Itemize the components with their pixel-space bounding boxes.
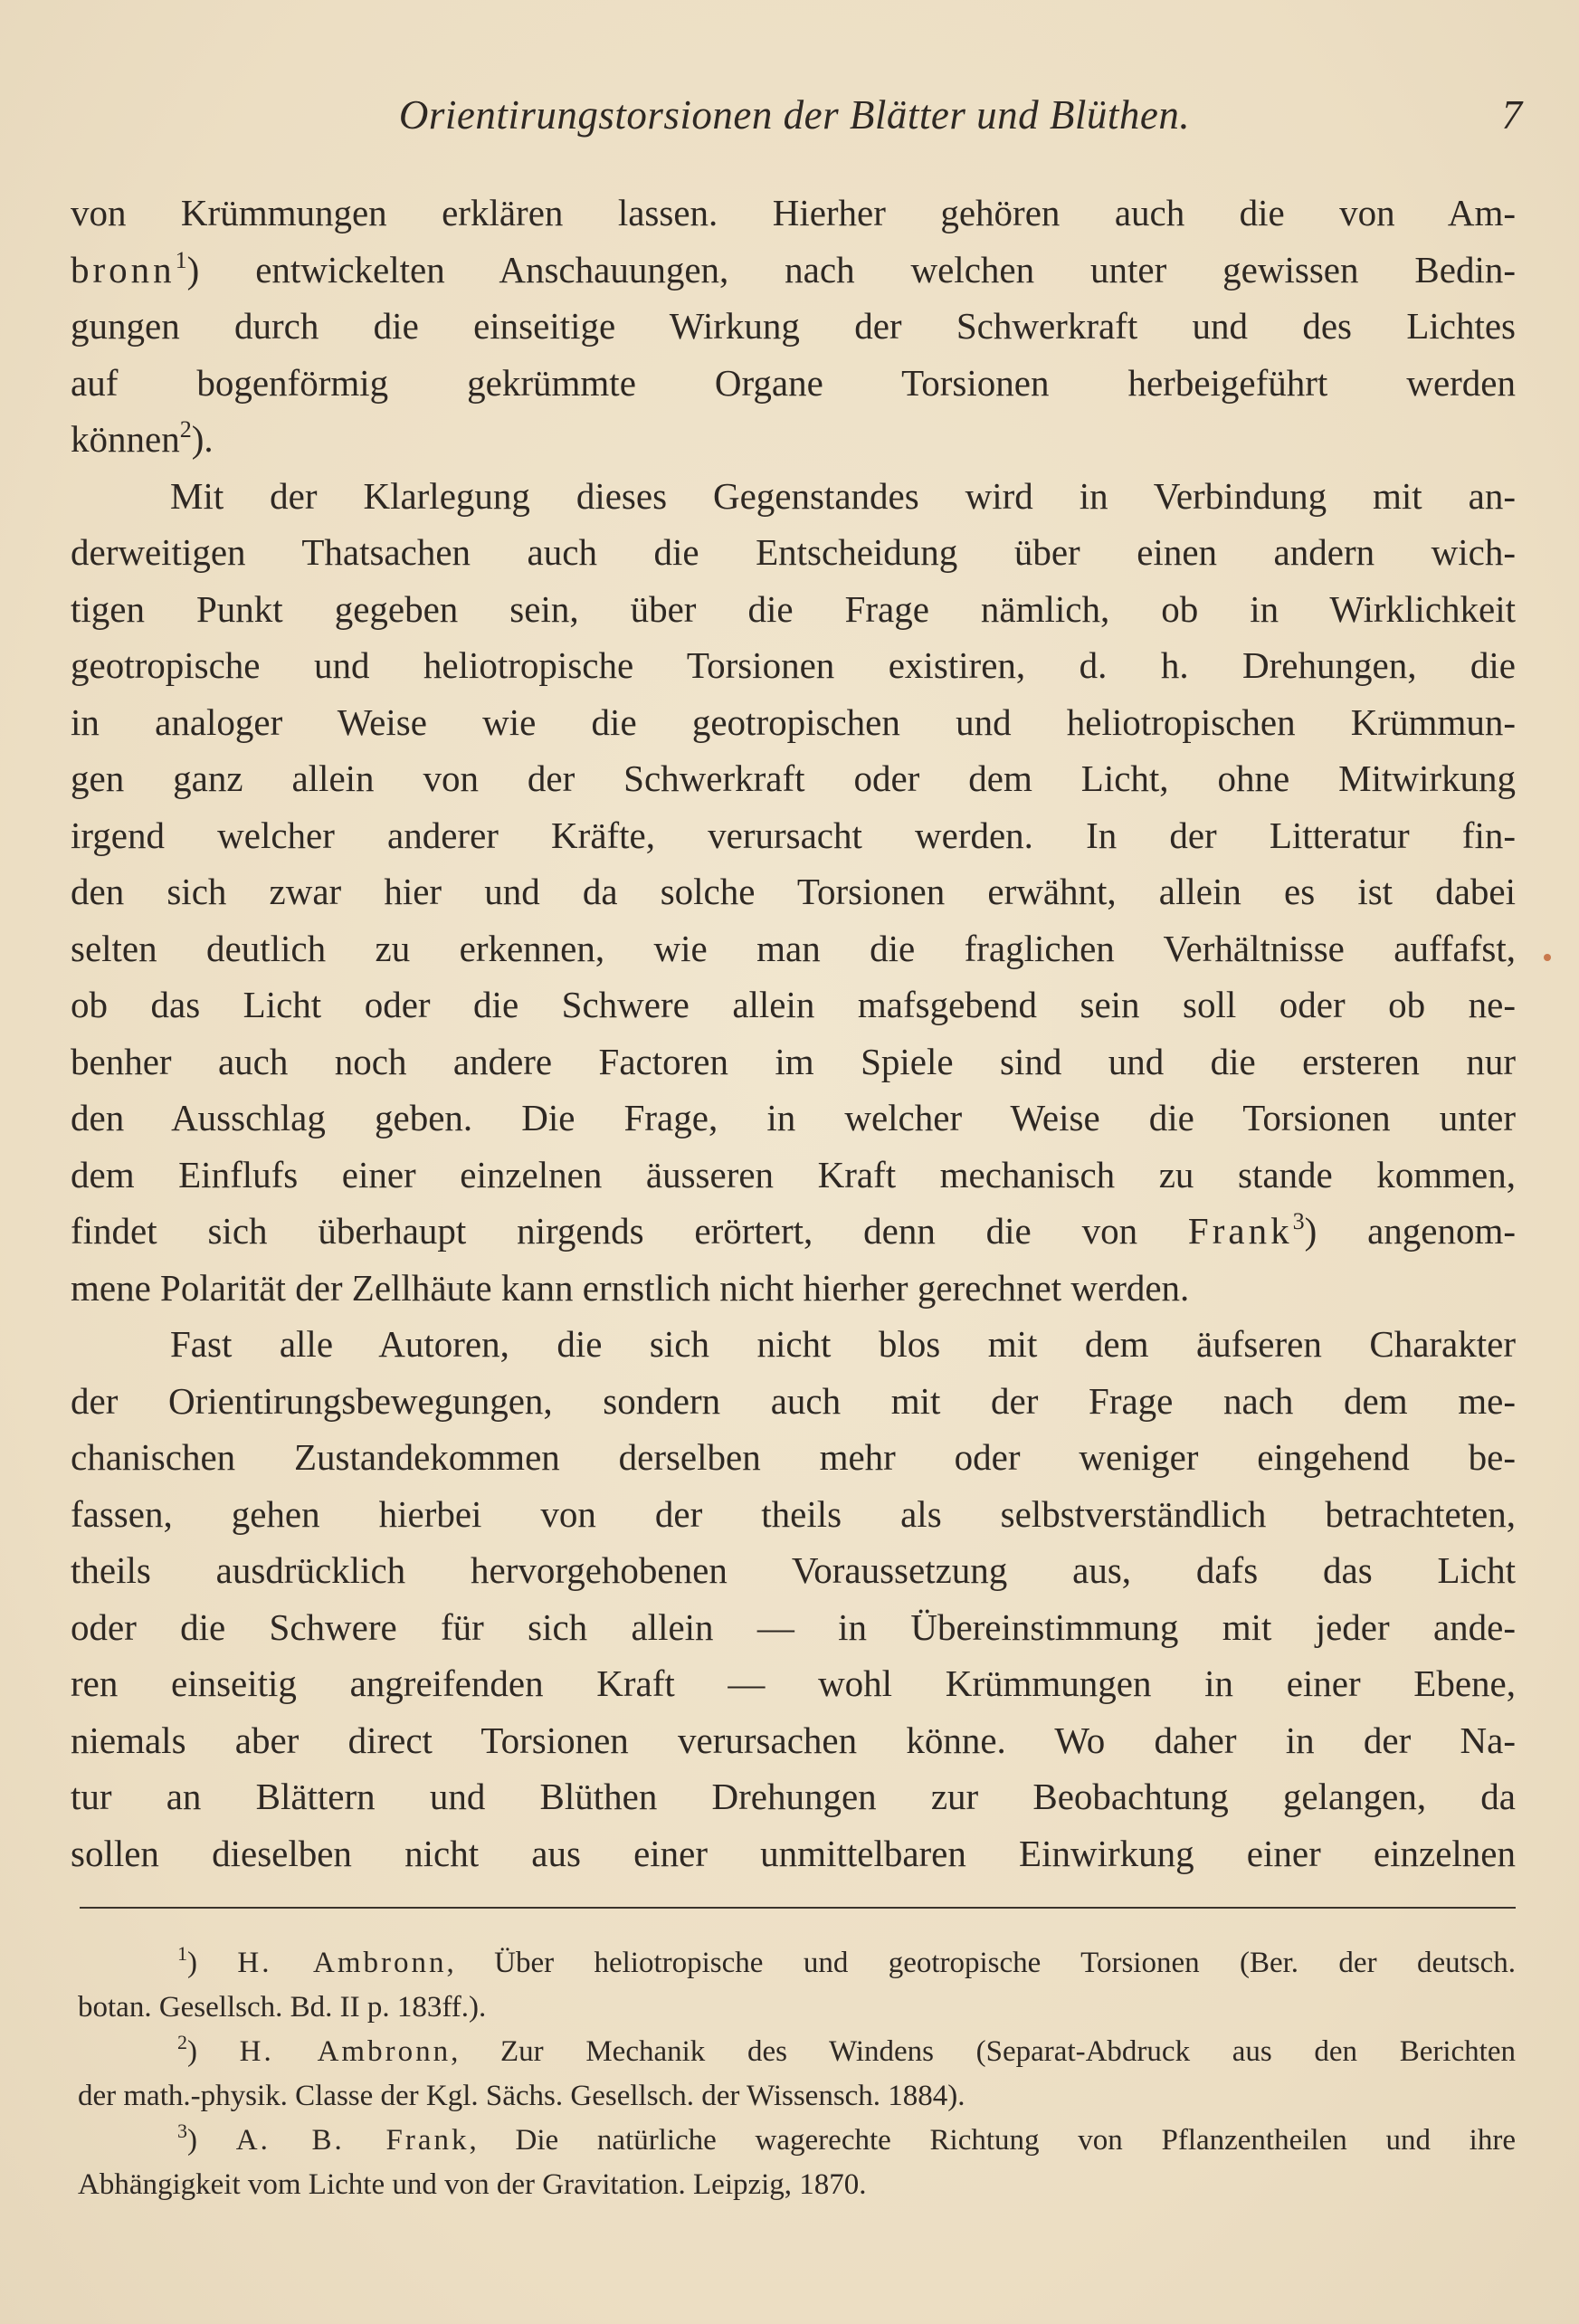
- text-line: [71, 411, 1516, 468]
- footnote-marker: 3: [1292, 1208, 1305, 1234]
- footnote-marker: 2: [177, 2031, 187, 2053]
- footnote-author: H. Ambronn: [237, 1947, 447, 1979]
- text-line: irgend welcher anderer Kräfte, verursacht werden. In der Litteratur fin-: [71, 814, 1516, 856]
- running-head: [71, 83, 1522, 147]
- footnote-text: , Über heliotropische und geotropische Torsionen (Ber. der deutsch.: [446, 1947, 1516, 1979]
- footnote-text: botan. Gesellsch. Bd. II p. 183ff.).: [78, 1991, 487, 2024]
- spaced-author-name: bronn: [71, 248, 176, 290]
- text-line: chanischen Zustandekommen derselben mehr oder weniger eingehend be-: [71, 1436, 1516, 1478]
- text-line: der Orientirungsbewegungen, sondern auch mit der Frage nach dem me-: [71, 1379, 1516, 1422]
- text-line: benher auch noch andere Factoren im Spiele sind und die ersteren nur: [71, 1040, 1516, 1082]
- text-line: Fast alle Autoren, die sich nicht blos mit dem äufseren Charakter: [170, 1323, 1516, 1365]
- text-line: sollen dieselben nicht aus einer unmittelbaren Einwirkung einer einzelnen: [71, 1832, 1516, 1874]
- footnote-line: [78, 1986, 1516, 2030]
- text-line: von Krümmungen erklären lassen. Hierher gehören auch die von Am-: [71, 192, 1516, 233]
- text-line: selten deutlich zu erkennen, wie man die fraglichen Verhältnisse auffafst,: [71, 927, 1516, 969]
- footnote-paren: ): [187, 1947, 238, 1979]
- text-line: dem Einflufs einer einzelnen äusseren Kraft mechanisch zu stande kommen,: [71, 1153, 1516, 1195]
- footnotes: [78, 1941, 1516, 2207]
- footnote-author: H. Ambronn: [239, 2035, 452, 2068]
- body-text: [71, 185, 1516, 1881]
- text-line: niemals aber direct Torsionen verursachen könne. Wo daher in der Na-: [71, 1719, 1516, 1761]
- paper-spot: [1544, 954, 1551, 961]
- line-text: findet sich überhaupt nirgends erörtert, denn die von: [71, 1210, 1188, 1252]
- footnote-text: Abhängigkeit vom Lichte und von der Gravitation. Leipzig, 1870.: [78, 2168, 867, 2201]
- page-number: 7: [1501, 92, 1522, 138]
- text-line: fassen, gehen hierbei von der theils als selbstverständlich betrachteten,: [71, 1492, 1516, 1535]
- text-line: geotropische und heliotropische Torsionen existiren, d. h. Drehungen, die: [71, 644, 1516, 686]
- text-line: gen ganz allein von der Schwerkraft oder dem Licht, ohne Mitwirkung: [71, 757, 1516, 799]
- footnote-marker: 2: [179, 416, 192, 443]
- text-line: tigen Punkt gegeben sein, über die Frage nämlich, ob in Wirklichkeit: [71, 587, 1516, 630]
- text-line: ob das Licht oder die Schwere allein mafsgebend sein soll oder ob ne-: [71, 984, 1516, 1025]
- running-title: Orientirungstorsionen der Blätter und Blüthen.: [398, 92, 1191, 138]
- footnote-paren: ): [187, 2124, 236, 2157]
- footnote-author: A. B. Frank: [235, 2124, 470, 2157]
- text-line: [71, 242, 1516, 299]
- text-line: ren einseitig angreifenden Kraft — wohl Krümmungen in einer Ebene,: [71, 1662, 1516, 1704]
- footnote-marker: 1: [177, 1942, 187, 1965]
- line-text: ).: [191, 418, 214, 460]
- footnote-line: [78, 2030, 1516, 2074]
- footnote-line: [78, 2074, 1516, 2119]
- text-line: mene Polarität der Zellhäute kann ernstlich nicht hierher gerechnet werden.: [71, 1266, 1190, 1309]
- text-line: tur an Blättern und Blüthen Drehungen zur Beobachtung gelangen, da: [71, 1776, 1516, 1817]
- footnote-line: [78, 1941, 1516, 1986]
- text-line: den Ausschlag geben. Die Frage, in welcher Weise die Torsionen unter: [71, 1097, 1516, 1138]
- line-text: ) angenom-: [1304, 1210, 1517, 1252]
- text-line: oder die Schwere für sich allein — in Übereinstimmung mit jeder ande-: [71, 1605, 1516, 1648]
- footnote-paren: ): [187, 2035, 240, 2068]
- text-line: theils ausdrücklich hervorgehobenen Voraussetzung aus, dafs das Licht: [71, 1549, 1516, 1591]
- line-text: können: [71, 418, 180, 460]
- footnote-marker: 3: [177, 2119, 187, 2142]
- footnote-text: der math.-physik. Classe der Kgl. Sächs. Gesellsch. der Wissensch. 1884).: [78, 2080, 965, 2112]
- text-line: auf bogenförmig gekrümmte Organe Torsionen herbeigeführt werden: [71, 361, 1516, 404]
- line-text: ) entwickelten Anschauungen, nach welchen unter gewissen Bedin-: [186, 248, 1516, 290]
- footnote-rule: [80, 1907, 1516, 1909]
- footnote-text: , Zur Mechanik des Windens (Separat-Abdruck aus den Berichten: [451, 2035, 1516, 2068]
- footnote-marker: 1: [175, 246, 187, 273]
- footnote-line: [78, 2163, 1516, 2207]
- footnote-line: [78, 2119, 1516, 2163]
- text-line: den sich zwar hier und da solche Torsionen erwähnt, allein es ist dabei: [71, 871, 1516, 912]
- footnote-text: , Die natürliche wagerechte Richtung von Pflanzentheilen und ihre: [469, 2124, 1516, 2157]
- text-line: derweitigen Thatsachen auch die Entscheidung über einen andern wich-: [71, 531, 1516, 573]
- spaced-author-name: Frank: [1187, 1210, 1293, 1252]
- text-line: gungen durch die einseitige Wirkung der Schwerkraft und des Lichtes: [71, 305, 1516, 347]
- text-line: [71, 1203, 1516, 1260]
- text-line: Mit der Klarlegung dieses Gegenstandes wird in Verbindung mit an-: [170, 474, 1516, 517]
- text-line: in analoger Weise wie die geotropischen und heliotropischen Krümmun-: [71, 700, 1516, 743]
